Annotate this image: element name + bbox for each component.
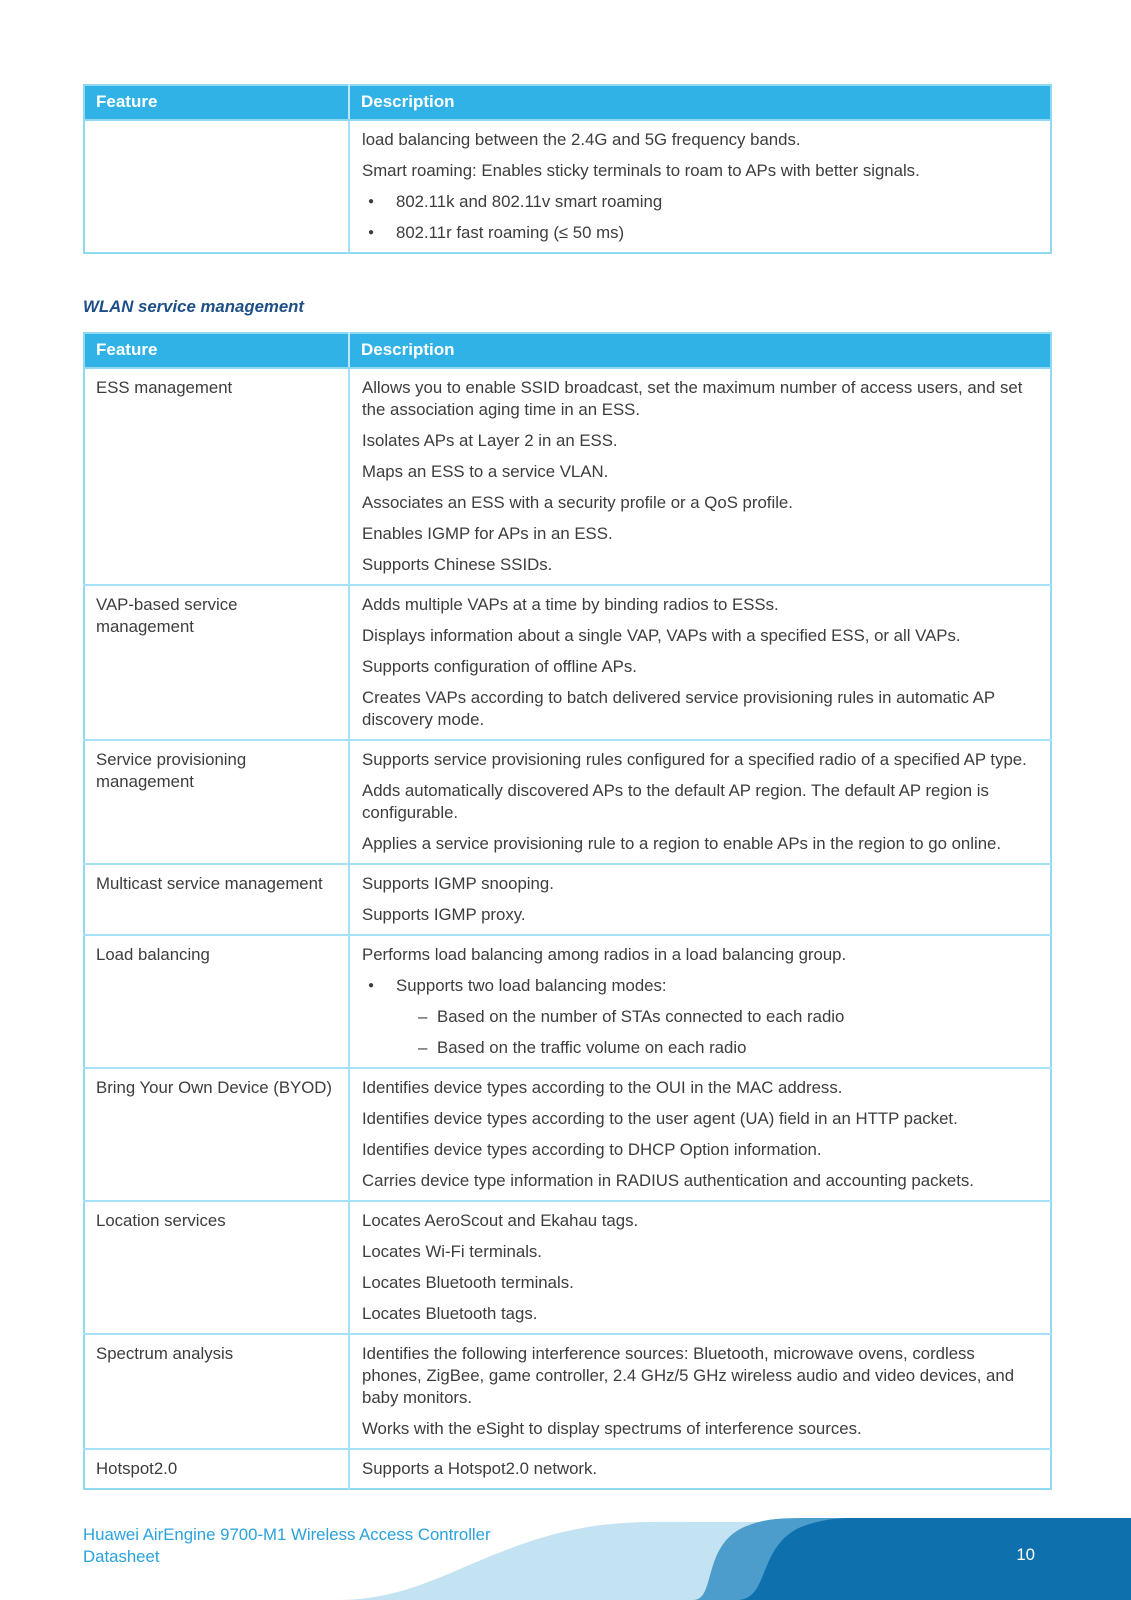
feature-cell: Hotspot2.0 <box>84 1449 349 1489</box>
dash-marker-icon: – <box>418 1007 428 1026</box>
description-paragraph: Isolates APs at Layer 2 in an ESS. <box>362 431 618 450</box>
description-paragraph: Works with the eSight to display spectrums of interference sources. <box>362 1419 862 1438</box>
feature-cell: Service provisioning management <box>84 740 349 864</box>
feature-cell: Spectrum analysis <box>84 1334 349 1449</box>
description-paragraph: Adds multiple VAPs at a time by binding radios to ESSs. <box>362 595 779 614</box>
description-cell <box>349 740 1051 864</box>
description-paragraph: Maps an ESS to a service VLAN. <box>362 462 609 481</box>
bullet-list-item <box>362 191 1028 213</box>
feature-table-continued <box>83 84 1052 254</box>
list-item-text: 802.11k and 802.11v smart roaming <box>396 192 663 211</box>
description-paragraph: Supports IGMP snooping. <box>362 874 554 893</box>
description-cell <box>349 1449 1051 1489</box>
description-paragraph: load balancing between the 2.4G and 5G frequency bands. <box>362 130 801 149</box>
description-paragraph: Adds automatically discovered APs to the default AP region. The default AP region is configurable. <box>362 781 989 822</box>
description-paragraph: Identifies device types according to the OUI in the MAC address. <box>362 1078 843 1097</box>
column-header-feature: Feature <box>84 85 349 120</box>
section-heading-wlan-service-management: WLAN service management <box>83 297 305 316</box>
description-paragraph: Supports Chinese SSIDs. <box>362 555 553 574</box>
table-row <box>84 1201 1051 1334</box>
column-header-description: Description <box>349 85 1051 120</box>
description-paragraph: Identifies device types according to DHCP Option information. <box>362 1140 822 1159</box>
description-cell <box>349 585 1051 740</box>
footer-title-line2: Datasheet <box>83 1547 160 1566</box>
table-row <box>84 1068 1051 1201</box>
description-cell <box>349 1201 1051 1334</box>
dash-list-item <box>362 1006 1028 1028</box>
description-paragraph: Displays information about a single VAP, VAPs with a specified ESS, or all VAPs. <box>362 626 961 645</box>
description-paragraph: Supports service provisioning rules configured for a specified radio of a specified AP type. <box>362 750 1027 769</box>
description-cell <box>349 1068 1051 1201</box>
description-paragraph: Supports configuration of offline APs. <box>362 657 637 676</box>
feature-cell: ESS management <box>84 368 349 585</box>
table-row <box>84 935 1051 1068</box>
wave-dark-shape <box>737 1518 1131 1600</box>
wlan-service-management-table <box>83 332 1052 1490</box>
bullet-list-item <box>362 975 1028 997</box>
table-row <box>84 1334 1051 1449</box>
table-row <box>84 1449 1051 1489</box>
bullet-marker-icon: ● <box>368 980 375 991</box>
description-cell <box>349 935 1051 1068</box>
description-paragraph: Applies a service provisioning rule to a region to enable APs in the region to go online. <box>362 834 1002 853</box>
description-paragraph: Supports IGMP proxy. <box>362 905 526 924</box>
feature-cell: Location services <box>84 1201 349 1334</box>
list-item-text: Based on the number of STAs connected to each radio <box>437 1007 845 1026</box>
page-number: 10 <box>1016 1545 1035 1564</box>
description-paragraph: Locates Bluetooth tags. <box>362 1304 538 1323</box>
table-row <box>84 368 1051 585</box>
bullet-list-item <box>362 222 1028 244</box>
description-paragraph: Identifies the following interference sources: Bluetooth, microwave ovens, cordless phones, ZigBee, game controller, 2.4 GHz/5 GHz wireless audio and video devices, and baby monitors. <box>362 1344 1015 1407</box>
description-cell <box>349 120 1051 253</box>
description-paragraph: Locates Bluetooth terminals. <box>362 1273 574 1292</box>
description-paragraph: Identifies device types according to the user agent (UA) field in an HTTP packet. <box>362 1109 958 1128</box>
description-paragraph: Locates AeroScout and Ekahau tags. <box>362 1211 639 1230</box>
list-item-text: 802.11r fast roaming (≤ 50 ms) <box>396 223 625 242</box>
table-row <box>84 585 1051 740</box>
bullet-marker-icon: ● <box>368 196 375 207</box>
table-row <box>84 864 1051 935</box>
table-header-row <box>84 85 1051 120</box>
description-paragraph: Allows you to enable SSID broadcast, set the maximum number of access users, and set the association aging time in an ESS. <box>362 378 1023 419</box>
description-paragraph: Associates an ESS with a security profile or a QoS profile. <box>362 493 793 512</box>
feature-cell: VAP-based service management <box>84 585 349 740</box>
description-paragraph: Performs load balancing among radios in a load balancing group. <box>362 945 847 964</box>
description-paragraph: Locates Wi-Fi terminals. <box>362 1242 542 1261</box>
footer-document-title <box>83 1524 603 1568</box>
description-cell <box>349 864 1051 935</box>
feature-cell: Bring Your Own Device (BYOD) <box>84 1068 349 1201</box>
dash-marker-icon: – <box>418 1038 428 1057</box>
bullet-marker-icon: ● <box>368 227 375 238</box>
table-row <box>84 120 1051 253</box>
description-paragraph: Carries device type information in RADIUS authentication and accounting packets. <box>362 1171 974 1190</box>
list-item-text: Based on the traffic volume on each radio <box>437 1038 747 1057</box>
feature-cell <box>84 120 349 253</box>
description-paragraph: Enables IGMP for APs in an ESS. <box>362 524 613 543</box>
description-cell <box>349 368 1051 585</box>
page-content <box>83 84 1052 1490</box>
dash-list-item <box>362 1037 1028 1059</box>
feature-cell: Load balancing <box>84 935 349 1068</box>
description-paragraph: Smart roaming: Enables sticky terminals to roam to APs with better signals. <box>362 161 920 180</box>
column-header-description: Description <box>349 333 1051 368</box>
table-row <box>84 740 1051 864</box>
column-header-feature: Feature <box>84 333 349 368</box>
footer-title-line1: Huawei AirEngine 9700-M1 Wireless Access Controller <box>83 1525 491 1544</box>
description-paragraph: Creates VAPs according to batch delivered service provisioning rules in automatic AP discovery mode. <box>362 688 995 729</box>
table-header-row <box>84 333 1051 368</box>
list-item-text: Supports two load balancing modes: <box>396 976 667 995</box>
description-paragraph: Supports a Hotspot2.0 network. <box>362 1459 598 1478</box>
feature-cell: Multicast service management <box>84 864 349 935</box>
description-cell <box>349 1334 1051 1449</box>
